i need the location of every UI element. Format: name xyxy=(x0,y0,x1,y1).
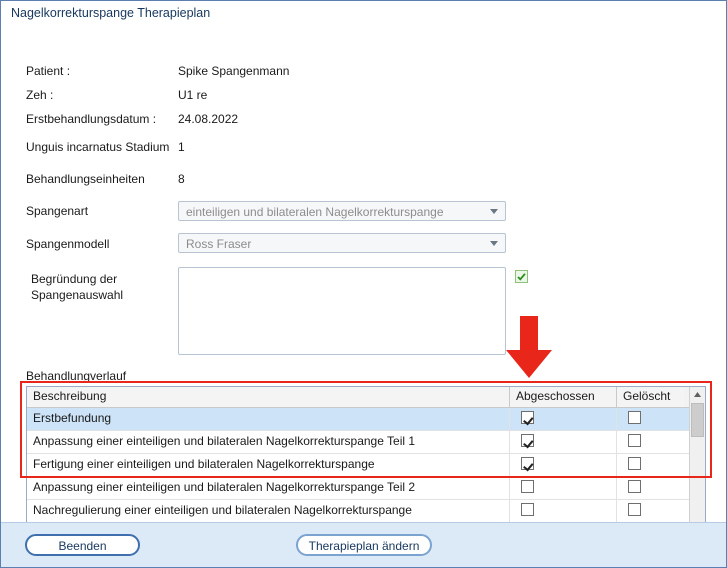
field-row-stadium xyxy=(1,140,726,162)
label-begruendung-line1: Begründung der xyxy=(31,272,118,286)
field-row-erstbehandlungsdatum xyxy=(1,112,726,134)
checkbox-geloescht[interactable] xyxy=(628,434,641,447)
spangenart-selected-value: einteiligen und bilateralen Nagelkorrekturspange xyxy=(186,205,444,219)
scrollbar-thumb[interactable] xyxy=(691,403,704,437)
begruendung-textarea[interactable] xyxy=(178,267,506,355)
cell-beschreibung: Anpassung einer einteiligen und bilateralen Nagelkorrekturspange Teil 1 xyxy=(27,431,510,453)
beenden-button[interactable]: Beenden xyxy=(25,534,140,556)
field-row-patient xyxy=(1,64,726,86)
form-content xyxy=(1,26,726,524)
checkbox-geloescht[interactable] xyxy=(628,411,641,424)
cell-geloescht[interactable] xyxy=(617,431,684,453)
checkbox-abgeschossen[interactable] xyxy=(521,503,534,516)
cell-beschreibung: Anpassung einer einteiligen und bilateralen Nagelkorrekturspange Teil 2 xyxy=(27,477,510,499)
spangenart-select[interactable] xyxy=(178,201,506,221)
cell-beschreibung: Erstbefundung xyxy=(27,408,510,430)
column-header-geloescht[interactable]: Gelöscht xyxy=(617,387,684,407)
spangenmodell-select[interactable] xyxy=(178,233,506,253)
check-circle-icon xyxy=(515,270,528,283)
cell-abgeschossen[interactable] xyxy=(510,454,617,476)
table-vertical-scrollbar[interactable] xyxy=(689,387,705,542)
chevron-down-icon xyxy=(490,209,498,214)
page-title: Nagelkorrekturspange Therapieplan xyxy=(11,6,211,20)
cell-geloescht[interactable] xyxy=(617,408,684,430)
checkbox-geloescht[interactable] xyxy=(628,480,641,493)
field-row-zeh xyxy=(1,88,726,110)
value-stadium: 1 xyxy=(178,140,185,154)
label-patient: Patient : xyxy=(26,64,71,78)
checkbox-abgeschossen[interactable] xyxy=(521,411,534,424)
checkbox-geloescht[interactable] xyxy=(628,503,641,516)
checkbox-abgeschossen[interactable] xyxy=(521,434,534,447)
value-patient: Spike Spangenmann xyxy=(178,64,290,78)
label-spangenart: Spangenart xyxy=(26,204,89,218)
table-row[interactable] xyxy=(27,454,705,477)
checkbox-abgeschossen[interactable] xyxy=(521,480,534,493)
value-erstbehandlungsdatum: 24.08.2022 xyxy=(178,112,239,126)
checkbox-geloescht[interactable] xyxy=(628,457,641,470)
cell-abgeschossen[interactable] xyxy=(510,431,617,453)
column-header-abgeschossen[interactable]: Abgeschossen xyxy=(510,387,617,407)
label-behandlungseinheiten: Behandlungseinheiten xyxy=(26,172,145,186)
label-zeh: Zeh : xyxy=(26,88,54,102)
label-begruendung-line2: Spangenauswahl xyxy=(31,288,124,302)
scroll-up-arrow-icon[interactable] xyxy=(690,387,705,402)
chevron-down-icon xyxy=(490,241,498,246)
cell-beschreibung: Fertigung einer einteiligen und bilateralen Nagelkorrekturspange xyxy=(27,454,510,476)
label-erstbehandlungsdatum: Erstbehandlungsdatum : xyxy=(26,112,157,126)
cell-abgeschossen[interactable] xyxy=(510,477,617,499)
cell-beschreibung: Nachregulierung einer einteiligen und bilateralen Nagelkorrekturspange xyxy=(27,500,510,522)
cell-geloescht[interactable] xyxy=(617,454,684,476)
therapieplan-aendern-button[interactable]: Therapieplan ändern xyxy=(296,534,432,556)
field-row-behandlungseinheiten xyxy=(1,172,726,194)
value-behandlungseinheiten: 8 xyxy=(178,172,185,186)
spangenmodell-selected-value: Ross Fraser xyxy=(186,237,252,251)
cell-geloescht[interactable] xyxy=(617,477,684,499)
section-label-behandlungverlauf: Behandlungverlauf xyxy=(26,369,127,383)
table-header-row xyxy=(27,387,705,408)
treatment-table xyxy=(26,386,706,543)
window-titlebar xyxy=(1,1,726,26)
column-header-beschreibung[interactable]: Beschreibung xyxy=(27,387,510,407)
table-row[interactable] xyxy=(27,477,705,500)
checkbox-abgeschossen[interactable] xyxy=(521,457,534,470)
table-row[interactable] xyxy=(27,431,705,454)
cell-geloescht[interactable] xyxy=(617,500,684,522)
cell-abgeschossen[interactable] xyxy=(510,500,617,522)
label-spangenmodell: Spangenmodell xyxy=(26,237,110,251)
red-arrow-annotation-icon xyxy=(506,316,552,378)
label-stadium: Unguis incarnatus Stadium xyxy=(26,140,170,154)
footer-bar xyxy=(1,522,726,567)
value-zeh: U1 re xyxy=(178,88,208,102)
table-row[interactable] xyxy=(27,500,705,523)
table-row[interactable] xyxy=(27,408,705,431)
cell-abgeschossen[interactable] xyxy=(510,408,617,430)
